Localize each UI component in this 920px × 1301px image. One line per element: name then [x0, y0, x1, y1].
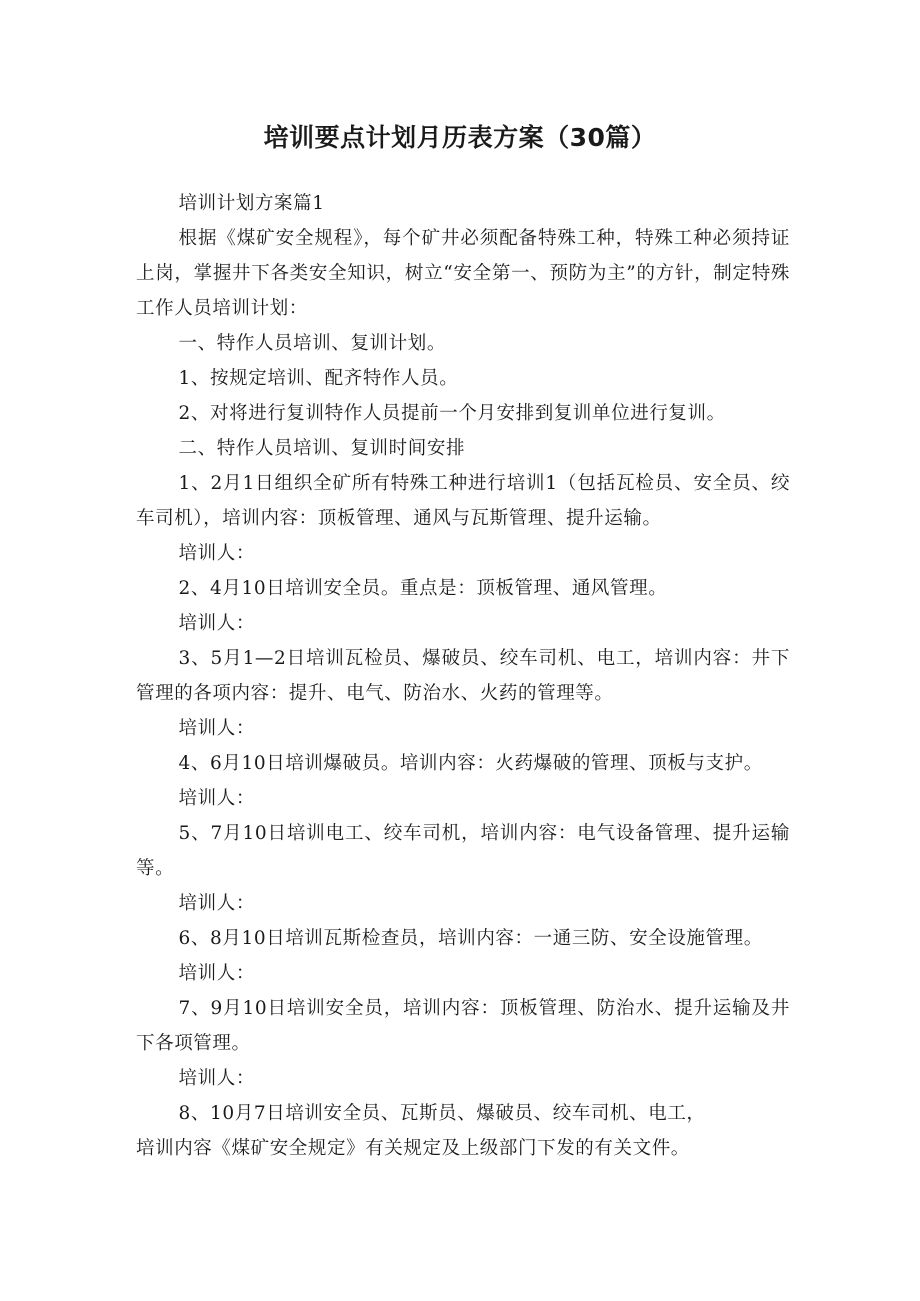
paragraph: 一、特作人员培训、复训计划。: [178, 333, 446, 354]
trainer-line: 培训人：: [178, 718, 255, 739]
paragraph: 6、8月10日培训瓦斯检查员，培训内容：一通三防、安全设施管理。: [178, 928, 763, 949]
paragraph: 7、9月10日培训安全员，培训内容：顶板管理、防治水、提升运输及井下各项管理。: [136, 998, 790, 1054]
paragraph-continuation: 培训内容《煤矿安全规定》有关规定及上级部门下发的有关文件。: [136, 1138, 690, 1159]
paragraph: 8、10月7日培训安全员、瓦斯员、爆破员、绞车司机、电工，: [178, 1103, 706, 1124]
paragraph: 2、对将进行复训特作人员提前一个月安排到复训单位进行复训。: [178, 403, 726, 424]
paragraph: 3、5月1—2日培训瓦检员、爆破员、绞车司机、电工，培训内容：井下管理的各项内容：提升、电气、防治水、火药的管理等。: [136, 648, 790, 704]
trainer-line: 培训人：: [178, 543, 255, 564]
paragraph: 二、特作人员培训、复训时间安排: [178, 438, 466, 459]
trainer-line: 培训人：: [178, 788, 255, 809]
section-heading: 培训计划方案篇1: [178, 193, 325, 214]
paragraph: 1、按规定培训、配齐特作人员。: [178, 368, 459, 389]
paragraph: 根据《煤矿安全规程》，每个矿井必须配备特殊工种，特殊工种必须持证上岗，掌握井下各类安全知识，树立“安全第一、预防为主”的方针，制定特殊工作人员培训计划：: [136, 228, 790, 319]
paragraph: 1、2月1日组织全矿所有特殊工种进行培训1（包括瓦检员、安全员、绞车司机），培训内容：顶板管理、通风与瓦斯管理、提升运输。: [136, 473, 790, 529]
document-title: 培训要点计划月历表方案（30篇）: [263, 123, 657, 152]
trainer-line: 培训人：: [178, 963, 255, 984]
paragraph: 5、7月10日培训电工、绞车司机，培训内容：电气设备管理、提升运输等。: [136, 823, 790, 879]
trainer-line: 培训人：: [178, 893, 255, 914]
trainer-line: 培训人：: [178, 1068, 255, 1089]
paragraph: 4、6月10日培训爆破员。培训内容：火药爆破的管理、顶板与支护。: [178, 753, 763, 774]
document-body: [136, 186, 790, 1166]
paragraph: 2、4月10日培训安全员。重点是：顶板管理、通风管理。: [178, 578, 668, 599]
trainer-line: 培训人：: [178, 613, 255, 634]
